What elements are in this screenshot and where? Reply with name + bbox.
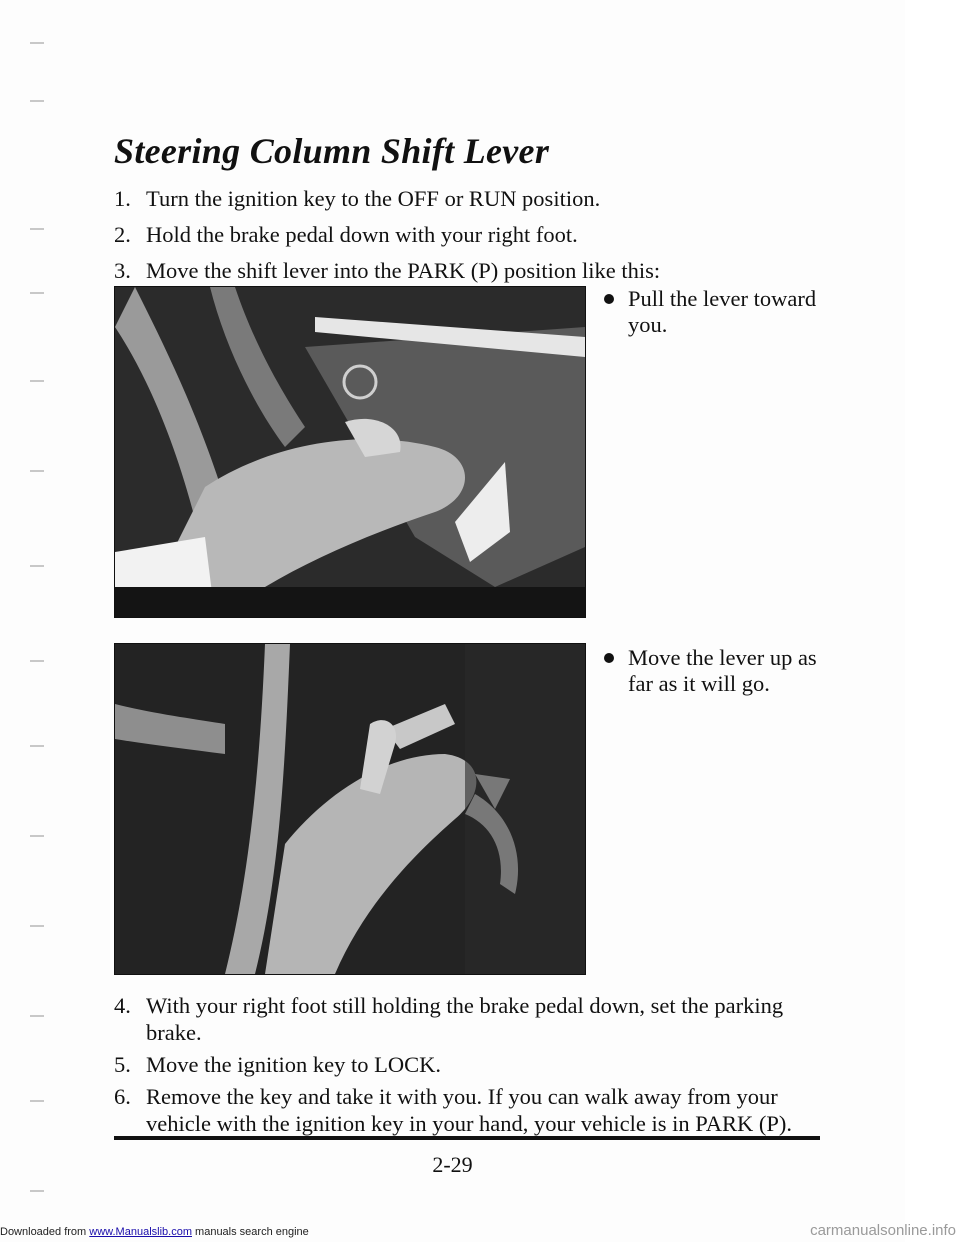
steps-list-top — [114, 185, 660, 293]
bullet-text: Pull the lever toward you. — [628, 286, 817, 337]
edge-mark — [30, 835, 44, 837]
step-number: 6. — [114, 1084, 131, 1109]
edge-mark — [30, 470, 44, 472]
steps-list-bottom — [114, 992, 826, 1142]
footer-prefix: Downloaded from — [0, 1226, 90, 1238]
footer-suffix: manuals search engine — [191, 1226, 309, 1238]
step-item — [114, 185, 660, 212]
edge-mark — [30, 100, 44, 102]
edge-mark — [30, 925, 44, 927]
edge-mark — [30, 745, 44, 747]
step-text: Remove the key and take it with you. If you can walk away from your vehicle with the ignition key in your hand, your vehicle is in PARK (P). — [146, 1084, 792, 1136]
bullet-dot — [604, 294, 614, 304]
step-text: With your right foot still holding the brake pedal down, set the parking brake. — [146, 993, 784, 1045]
edge-mark — [30, 1100, 44, 1102]
edge-mark — [30, 1190, 44, 1192]
manualslib-link[interactable]: www.Manualslib.com — [89, 1226, 192, 1238]
page-number: 2-29 — [432, 1152, 473, 1177]
bullet-item — [604, 645, 828, 697]
bullet-dot — [604, 653, 614, 663]
edge-mark — [30, 380, 44, 382]
step-text: Move the ignition key to LOCK. — [146, 1052, 441, 1077]
step-number: 5. — [114, 1052, 131, 1077]
step-item — [114, 257, 660, 284]
edge-mark — [30, 228, 44, 230]
watermark-text: carmanualsonline.info — [810, 1222, 956, 1239]
step-number: 3. — [114, 258, 131, 283]
step-text: Turn the ignition key to the OFF or RUN position. — [146, 186, 601, 211]
step-item — [114, 1051, 826, 1078]
pull-lever-illustration — [115, 287, 585, 617]
bullet-text: Move the lever up as far as it will go. — [628, 645, 817, 696]
edge-mark — [30, 660, 44, 662]
step-number: 4. — [114, 993, 131, 1018]
move-lever-up-illustration — [115, 644, 585, 974]
step-text: Hold the brake pedal down with your right foot. — [146, 222, 578, 247]
footer-rule — [114, 1136, 820, 1140]
download-footer — [0, 1226, 309, 1238]
step-item — [114, 992, 826, 1046]
bullet-item — [604, 286, 828, 338]
edge-mark — [30, 565, 44, 567]
edge-mark — [30, 1015, 44, 1017]
page-title: Steering Column Shift Lever — [114, 131, 550, 171]
step-number: 1. — [114, 186, 131, 211]
step-item — [114, 1083, 826, 1137]
photo-pull-lever — [114, 286, 586, 618]
edge-mark — [30, 292, 44, 294]
photo-move-lever-up — [114, 643, 586, 975]
step-number: 2. — [114, 222, 131, 247]
step-item — [114, 221, 660, 248]
step-text: Move the shift lever into the PARK (P) position like this: — [146, 258, 661, 283]
edge-mark — [30, 42, 44, 44]
